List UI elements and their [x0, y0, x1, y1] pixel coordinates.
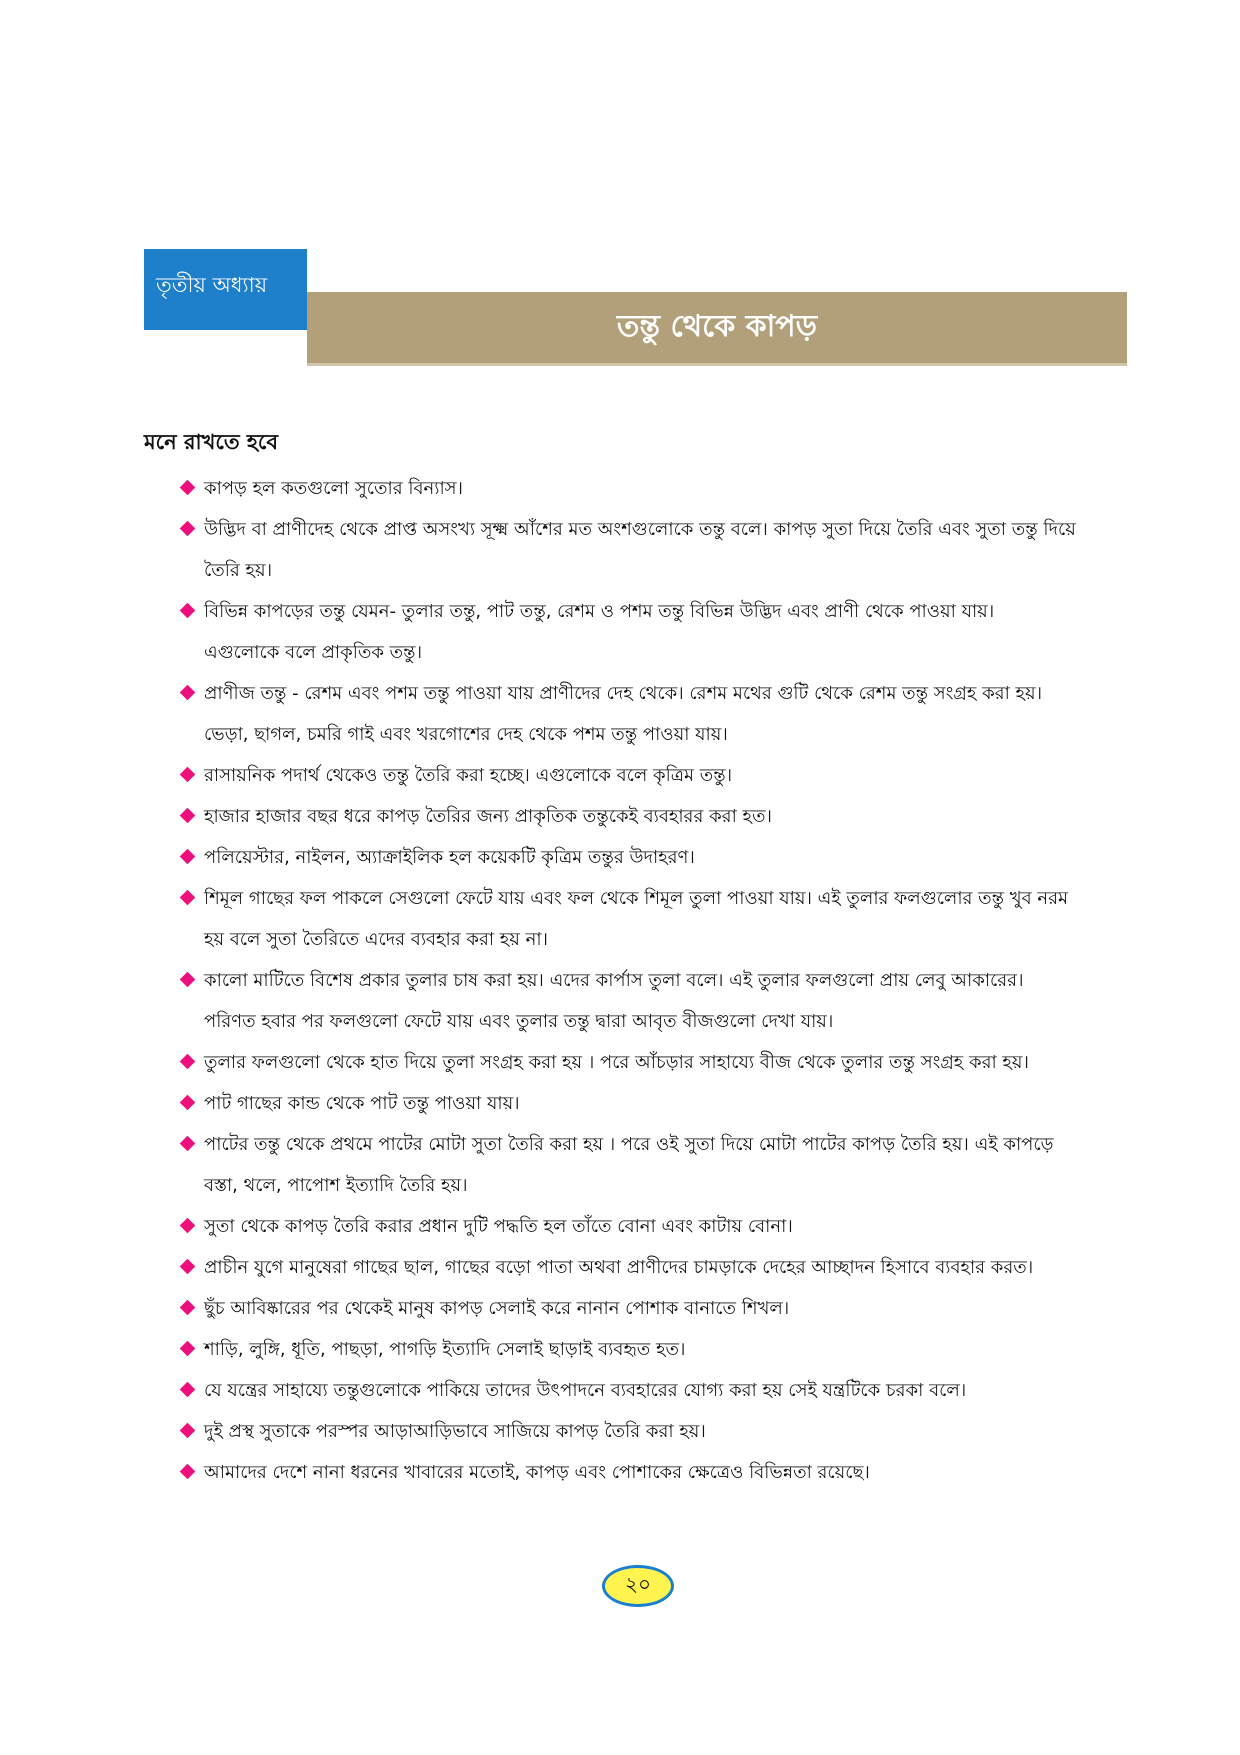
bullet-item — [180, 1042, 1140, 1083]
bullet-text-line: বস্তা, থলে, পাপোশ ইত্যাদি তৈরি হয়। — [204, 1175, 468, 1196]
bullet-text-line: প্রাণীজ তন্তু - রেশম এবং পশম তন্তু পাওয়া যায় প্রাণীদের দেহ থেকে। রেশম মথের গুটি থেকে রেশম তন্তু সংগ্রহ করা হয়। — [204, 683, 1043, 704]
diamond-bullet-icon — [180, 849, 196, 865]
bullet-text-line: দুই প্রস্থ সুতাকে পরস্পর আড়াআড়িভাবে সাজিয়ে কাপড় তৈরি করা হয়। — [204, 1421, 706, 1442]
bullet-item — [180, 1288, 1140, 1329]
bullet-text-line: সুতা থেকে কাপড় তৈরি করার প্রধান দুটি পদ্ধতি হল তাঁতে বোনা এবং কাটায় বোনা। — [204, 1216, 793, 1237]
bullet-text-line: পলিয়েস্টার, নাইলন, অ্যাক্রাইলিক হল কয়েকটি কৃত্রিম তন্তুর উদাহরণ। — [204, 847, 695, 868]
diamond-bullet-icon — [180, 1259, 196, 1275]
bullet-text-line: শাড়ি, লুঙ্গি, ধূতি, পাছড়া, পাগড়ি ইত্যাদি সেলাই ছাড়াই ব্যবহৃত হত। — [204, 1339, 686, 1360]
bullet-item — [180, 1247, 1140, 1288]
bullet-text-line: বিভিন্ন কাপড়ের তন্তু যেমন- তুলার তন্তু, পাট তন্তু, রেশম ও পশম তন্তু বিভিন্ন উদ্ভিদ এবং প্রাণী থেকে পাওয়া যায়। — [204, 601, 995, 622]
diamond-bullet-icon — [180, 480, 196, 496]
diamond-bullet-icon — [180, 1218, 196, 1234]
bullet-text-line: পরিণত হবার পর ফলগুলো ফেটে যায় এবং তুলার তন্তু দ্বারা আবৃত বীজগুলো দেখা যায়। — [204, 1011, 834, 1032]
bullet-text-line: তুলার ফলগুলো থেকে হাত দিয়ে তুলা সংগ্রহ করা হয় । পরে আঁচড়ার সাহায্যে বীজ থেকে তুলার তন্তু সংগ্রহ করা হয়। — [204, 1052, 1029, 1073]
diamond-bullet-icon — [180, 521, 196, 537]
bullet-item — [180, 960, 1140, 1042]
diamond-bullet-icon — [180, 972, 196, 988]
diamond-bullet-icon — [180, 1136, 196, 1152]
bullet-item — [180, 878, 1140, 960]
bullet-item — [180, 1206, 1140, 1247]
bullet-text-line: ছুঁচ আবিষ্কারের পর থেকেই মানুষ কাপড় সেলাই করে নানান পোশাক বানাতে শিখল। — [204, 1298, 790, 1319]
diamond-bullet-icon — [180, 1464, 196, 1480]
diamond-bullet-icon — [180, 1341, 196, 1357]
bullet-item — [180, 837, 1140, 878]
diamond-bullet-icon — [180, 890, 196, 906]
bullet-item — [180, 1083, 1140, 1124]
bullet-text-line: আমাদের দেশে নানা ধরনের খাবারের মতোই, কাপড় এবং পোশাকের ক্ষেত্রেও বিভিন্নতা রয়েছে। — [204, 1462, 870, 1483]
diamond-bullet-icon — [180, 767, 196, 783]
bullet-item — [180, 468, 1140, 509]
bullet-text-line: কাপড় হল কতগুলো সুতোর বিন্যাস। — [204, 478, 463, 499]
bullet-item — [180, 755, 1140, 796]
section-heading: মনে রাখতে হবে — [144, 429, 279, 454]
bullet-item — [180, 673, 1140, 755]
bullet-item — [180, 1329, 1140, 1370]
chapter-label-box — [144, 249, 307, 330]
bullet-text-line: হয় বলে সুতা তৈরিতে এদের ব্যবহার করা হয় না। — [204, 929, 548, 950]
bullet-text-line: হাজার হাজার বছর ধরে কাপড় তৈরির জন্য প্রাকৃতিক তন্তুকেই ব্যবহারর করা হত। — [204, 806, 772, 827]
bullet-text-line: পাট গাছের কান্ড থেকে পাট তন্তু পাওয়া যায়। — [204, 1093, 520, 1114]
bullet-item — [180, 509, 1140, 591]
chapter-title-banner — [307, 292, 1127, 366]
diamond-bullet-icon — [180, 1054, 196, 1070]
bullet-text-line: উদ্ভিদ বা প্রাণীদেহ থেকে প্রাপ্ত অসংখ্য সূক্ষ্ম আঁশের মত অংশগুলোকে তন্তু বলে। কাপড় সুতা দিয়ে তৈরি এবং সুতা তন্তু দিয়ে — [204, 519, 1076, 540]
diamond-bullet-icon — [180, 1095, 196, 1111]
bullet-item — [180, 796, 1140, 837]
bullet-text-line: প্রাচীন যুগে মানুষেরা গাছের ছাল, গাছের বড়ো পাতা অথবা প্রাণীদের চামড়াকে দেহের আচ্ছাদন হিসাবে ব্যবহার করত। — [204, 1257, 1034, 1278]
bullet-text-line: এগুলোকে বলে প্রাকৃতিক তন্তু। — [204, 642, 423, 663]
bullet-text-line: কালো মাটিতে বিশেষ প্রকার তুলার চাষ করা হয়। এদের কার্পাস তুলা বলে। এই তুলার ফলগুলো প্রায় লেবু আকারের। — [204, 970, 1024, 991]
diamond-bullet-icon — [180, 808, 196, 824]
bullet-text-line: যে যন্ত্রের সাহায্যে তন্তুগুলোকে পাকিয়ে তাদের উৎপাদনে ব্যবহারের যোগ্য করা হয় সেই যন্ত্রটিকে চরকা বলে। — [204, 1380, 967, 1401]
diamond-bullet-icon — [180, 1300, 196, 1316]
bullet-text-line: ভেড়া, ছাগল, চমরি গাই এবং খরগোশের দেহ থেকে পশম তন্তু পাওয়া যায়। — [204, 724, 728, 745]
bullet-item — [180, 1124, 1140, 1206]
bullet-item — [180, 1452, 1140, 1493]
page-number-badge — [602, 1565, 674, 1607]
chapter-title: তন্তু থেকে কাপড় — [616, 309, 818, 344]
bullet-text-line: তৈরি হয়। — [204, 560, 273, 581]
chapter-label: তৃতীয় অধ্যায় — [156, 273, 268, 297]
page-number: ২০ — [624, 1571, 651, 1596]
diamond-bullet-icon — [180, 685, 196, 701]
bullet-text-line: শিমূল গাছের ফল পাকলে সেগুলো ফেটে যায় এবং ফল থেকে শিমূল তুলা পাওয়া যায়। এই তুলার ফলগুলোর তন্তু খুব নরম — [204, 888, 1069, 909]
bullet-item — [180, 1370, 1140, 1411]
key-points-list — [180, 468, 1140, 1493]
diamond-bullet-icon — [180, 1382, 196, 1398]
bullet-item — [180, 1411, 1140, 1452]
bullet-text-line: রাসায়নিক পদার্থ থেকেও তন্তু তৈরি করা হচ্ছে। এগুলোকে বলে কৃত্রিম তন্তু। — [204, 765, 733, 786]
diamond-bullet-icon — [180, 603, 196, 619]
bullet-item — [180, 591, 1140, 673]
diamond-bullet-icon — [180, 1423, 196, 1439]
bullet-text-line: পাটের তন্তু থেকে প্রথমে পাটের মোটা সুতা তৈরি করা হয় । পরে ওই সুতা দিয়ে মোটা পাটের কাপড় তৈরি হয়। এই কাপড়ে — [204, 1134, 1054, 1155]
